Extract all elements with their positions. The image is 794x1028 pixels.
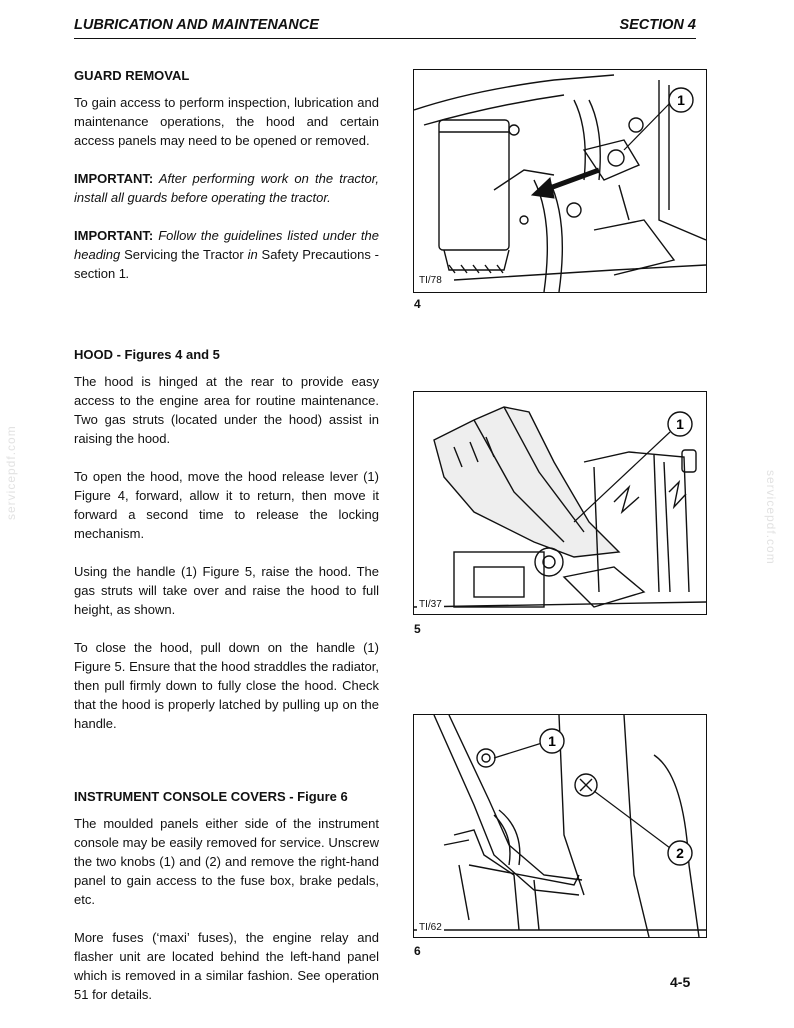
figure-4-callout-1: 1	[677, 92, 685, 108]
hood-heading: HOOD - Figures 4 and 5	[74, 347, 220, 362]
important-label: IMPORTANT:	[74, 228, 154, 243]
important-text-d: Safety Precautions - section 1	[74, 247, 379, 281]
hood-paragraph-3: Using the handle (1) Figure 5, raise the hood. The gas struts will take over and raise the hood to full height, as shown.	[74, 564, 379, 617]
important-text-c: in	[247, 247, 258, 262]
watermark-left: servicepdf.com	[4, 425, 18, 520]
figure-4-number: 4	[414, 297, 421, 311]
important-label: IMPORTANT:	[74, 171, 154, 186]
hood-paragraph-4: To close the hood, pull down on the handle (1) Figure 5. Ensure that the hood straddles the radiator, then pull firmly down to fully close the hood. Check that the hood is properly latched by pulling up on the handle.	[74, 640, 379, 731]
important-note-1	[74, 169, 379, 207]
figure-6-callout-2: 2	[676, 845, 684, 861]
hood-paragraph-1: The hood is hinged at the rear to provide easy access to the engine area for routine maintenance. Two gas struts (located under the hood) assist in raising the hood.	[74, 374, 379, 446]
console-covers-heading: INSTRUMENT CONSOLE COVERS - Figure 6	[74, 789, 348, 804]
hood-paragraph-2: To open the hood, move the hood release lever (1) Figure 4, forward, allow it to return, then move it forward a second time to release the locking mechanism.	[74, 469, 379, 541]
figure-6-callout-1: 1	[548, 733, 556, 749]
guard-removal-heading: GUARD REMOVAL	[74, 68, 190, 83]
important-text-b: Servicing the Tractor	[124, 247, 244, 262]
figure-5-number: 5	[414, 622, 421, 636]
figure-6-number: 6	[414, 944, 421, 958]
figure-5-code: TI/37	[419, 599, 442, 610]
guard-removal-section	[74, 66, 379, 283]
hood-section	[74, 345, 379, 733]
page-header	[74, 14, 696, 39]
watermark-right: servicepdf.com	[764, 470, 778, 565]
figure-6-console-covers	[413, 714, 707, 938]
console-paragraph-2: More fuses (‘maxi’ fuses), the engine relay and flasher unit are located behind the left-hand panel which is removed in a similar fashion. See operation 51 for details.	[74, 930, 379, 1002]
figure-5-callout-1: 1	[676, 416, 684, 432]
important-text: After performing work on the tractor, install all guards before operating the tractor.	[74, 171, 379, 205]
important-text-a: Follow the guidelines listed under the heading	[74, 228, 379, 262]
important-note-2	[74, 226, 379, 283]
console-covers-section	[74, 787, 379, 1004]
header-section-title: LUBRICATION AND MAINTENANCE	[74, 17, 319, 33]
console-paragraph-1: The moulded panels either side of the instrument console may be easily removed for service. Unscrew the two knobs (1) and (2) and remove the right-hand panel to gain access to the fuse box, brake pedals, etc.	[74, 816, 379, 907]
figure-4-hood-release-lever	[413, 69, 707, 293]
page-number: 4-5	[670, 974, 691, 990]
figure-4-illustration	[414, 70, 706, 292]
figure-5-illustration	[414, 392, 706, 614]
header-section-number: SECTION 4	[619, 17, 696, 33]
figure-5-hood-raised	[413, 391, 707, 615]
important-text-e: .	[126, 266, 130, 281]
figure-6-illustration	[414, 715, 706, 937]
figure-4-code: TI/78	[419, 275, 442, 286]
figure-6-code: TI/62	[419, 922, 442, 933]
guard-removal-paragraph: To gain access to perform inspection, lubrication and maintenance operations, the hood and certain access panels may need to be opened or removed.	[74, 95, 379, 148]
